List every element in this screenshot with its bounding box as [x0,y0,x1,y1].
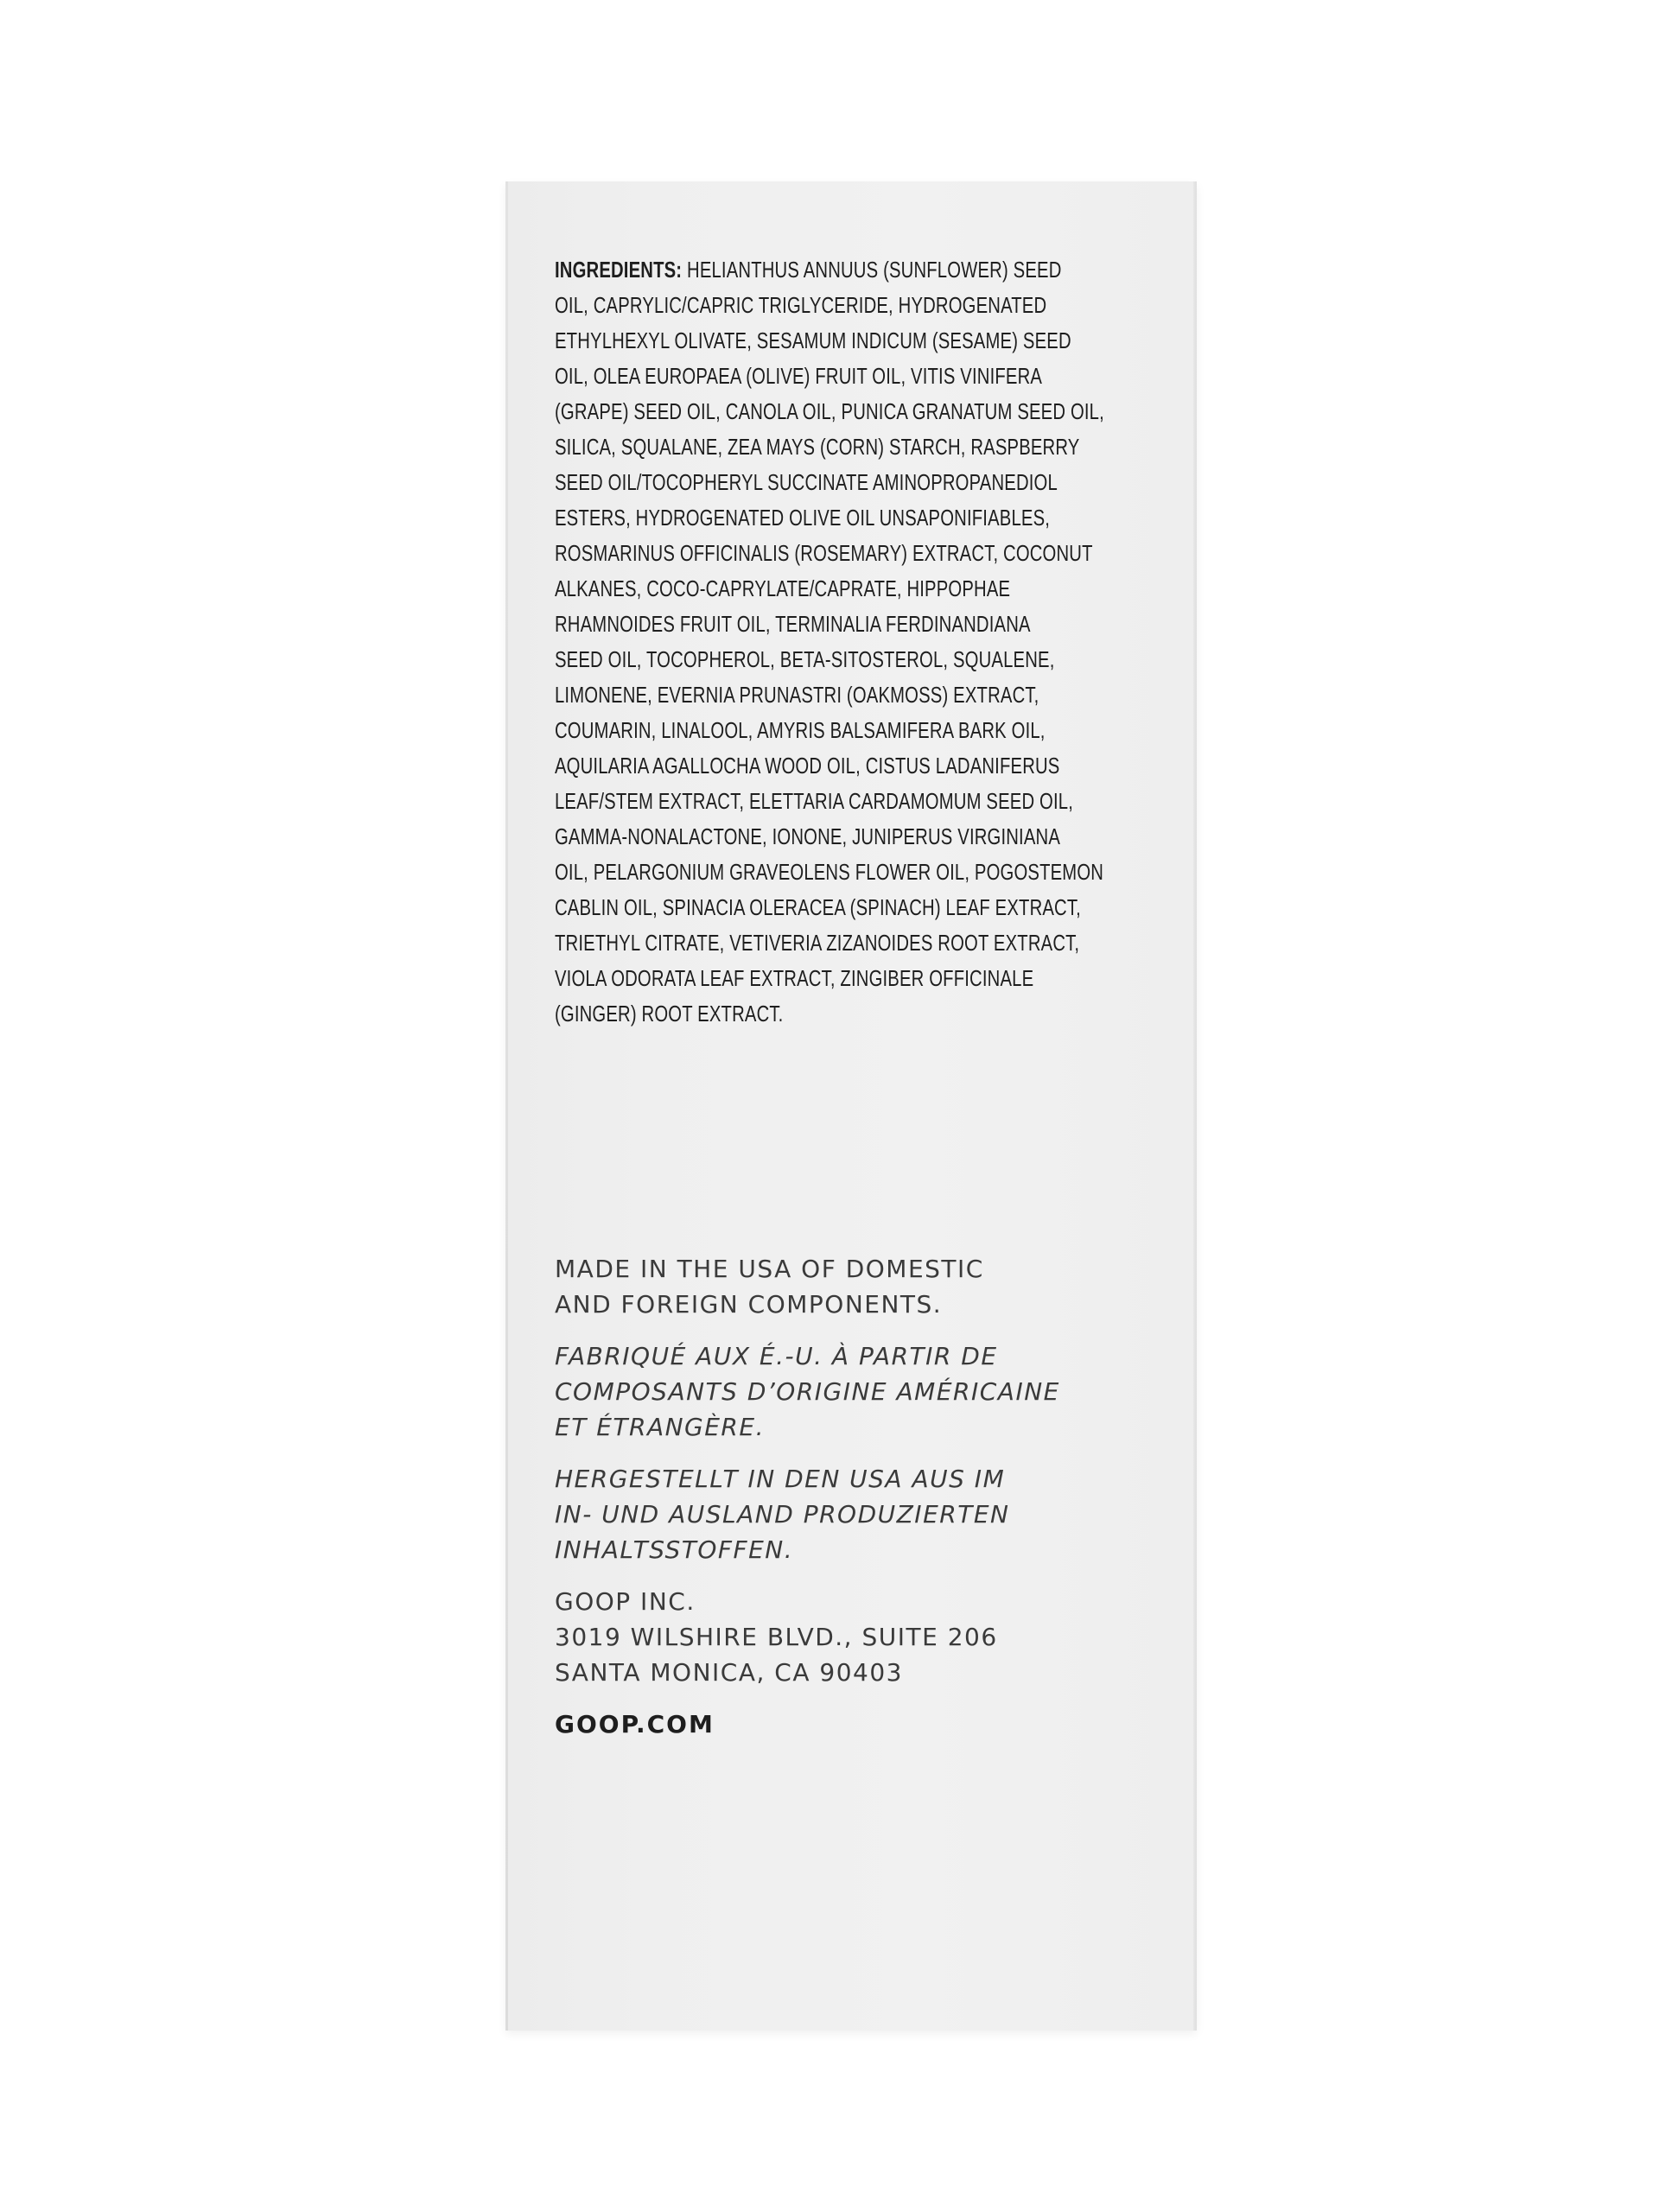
ingredients-line: OIL, OLEA EUROPAEA (OLIVE) FRUIT OIL, VITIS VINIFERA [555,363,1043,389]
ingredients-line: OIL, PELARGONIUM GRAVEOLENS FLOWER OIL, POGOSTEMON [555,859,1104,885]
ingredients-line: ALKANES, COCO-CAPRYLATE/CAPRATE, HIPPOPHAE [555,575,1011,601]
ingredients-line: LIMONENE, EVERNIA PRUNASTRI (OAKMOSS) EXTRACT, [555,682,1039,708]
company-website: GOOP.COM [555,1710,715,1738]
company-street: 3019 WILSHIRE BLVD., SUITE 206 [555,1623,998,1651]
origin-french: FABRIQUÉ AUX É.-U. À PARTIR DE COMPOSANTS D’ORIGINE AMÉRICAINE ET ÉTRANGÈRE. [555,1342,1060,1441]
ingredients-line: COUMARIN, LINALOOL, AMYRIS BALSAMIFERA BARK OIL, [555,717,1046,743]
ingredients-line: INGREDIENTS: HELIANTHUS ANNUUS (SUNFLOWER) SEED [555,257,1062,283]
ingredients-line: SILICA, SQUALANE, ZEA MAYS (CORN) STARCH, RASPBERRY [555,434,1080,460]
company-address [555,1584,1116,1690]
ingredients-line: RHAMNOIDES FRUIT OIL, TERMINALIA FERDINANDIANA [555,611,1031,637]
ingredients-line: ETHYLHEXYL OLIVATE, SESAMUM INDICUM (SESAME) SEED [555,327,1071,353]
ingredients-line: (GINGER) ROOT EXTRACT. [555,1001,784,1027]
origin-english: MADE IN THE USA OF DOMESTIC AND FOREIGN COMPONENTS. [555,1255,984,1319]
ingredients-line: SEED OIL, TOCOPHEROL, BETA-SITOSTEROL, SQUALENE, [555,646,1055,672]
origin-and-company-block [555,1251,1116,1758]
ingredients-line: GAMMA-NONALACTONE, IONONE, JUNIPERUS VIRGINIANA [555,823,1061,849]
ingredients-line: SEED OIL/TOCOPHERYL SUCCINATE AMINOPROPANEDIOL [555,469,1058,495]
ingredients-line: CABLIN OIL, SPINACIA OLERACEA (SPINACH) LEAF EXTRACT, [555,894,1081,920]
ingredients-label: INGREDIENTS: [555,257,683,283]
company-city: SANTA MONICA, CA 90403 [555,1658,903,1687]
company-name: GOOP INC. [555,1587,696,1616]
ingredients-line: ESTERS, HYDROGENATED OLIVE OIL UNSAPONIFIABLES, [555,505,1051,531]
ingredients-line: VIOLA ODORATA LEAF EXTRACT, ZINGIBER OFFICINALE [555,965,1034,991]
ingredients-line: AQUILARIA AGALLOCHA WOOD OIL, CISTUS LADANIFERUS [555,753,1060,779]
ingredients-line: TRIETHYL CITRATE, VETIVERIA ZIZANOIDES ROOT EXTRACT, [555,930,1080,956]
ingredients-list [555,252,1114,1032]
ingredients-line: ROSMARINUS OFFICINALIS (ROSEMARY) EXTRACT, COCONUT [555,540,1093,566]
ingredients-line: (GRAPE) SEED OIL, CANOLA OIL, PUNICA GRANATUM SEED OIL, [555,398,1104,424]
origin-german: HERGESTELLT IN DEN USA AUS IM IN- UND AUSLAND PRODUZIERTEN INHALTSSTOFFEN. [555,1465,1010,1564]
ingredients-line: OIL, CAPRYLIC/CAPRIC TRIGLYCERIDE, HYDROGENATED [555,292,1047,318]
ingredients-line: LEAF/STEM EXTRACT, ELETTARIA CARDAMOMUM SEED OIL, [555,788,1074,814]
